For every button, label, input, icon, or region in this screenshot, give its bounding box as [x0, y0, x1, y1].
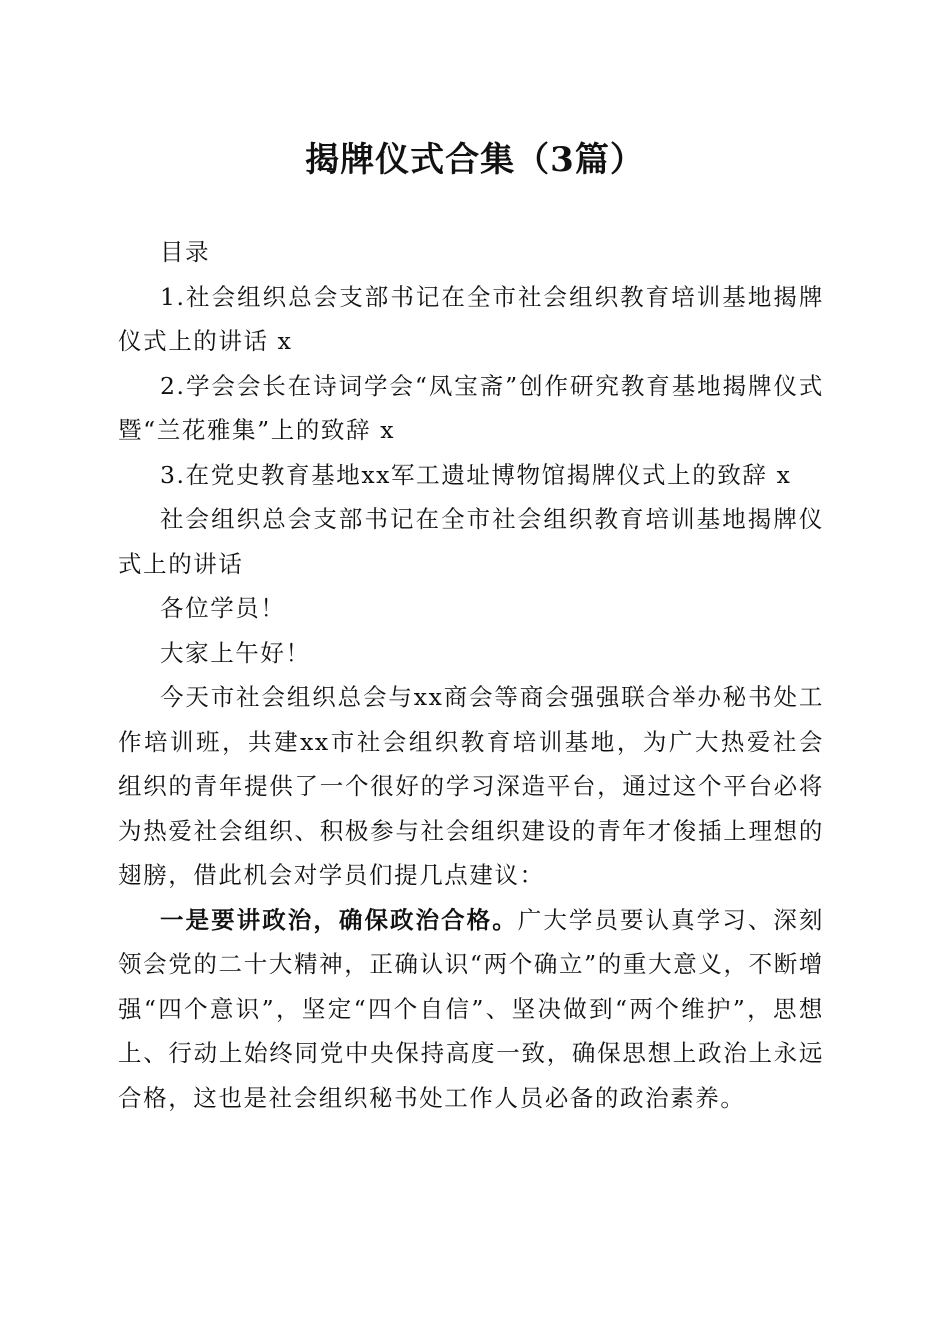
- greeting-students: 各位学员！: [160, 594, 286, 622]
- greeting-morning: 大家上午好！: [160, 638, 311, 667]
- document-title: 揭牌仪式合集（3篇）: [305, 140, 645, 180]
- paragraph-intro: 今天市社会组织总会与xx商会等商会强强联合举办秘书处工作培训班，共建xx市社会组织教育培训基地，为广大热爱社会组织的青年提供了一个很好的学习深造平台，通过这个平台必将为热爱社会组织、积极参与社会组织建设的青年才俊插上理想的翅膀，借此机会对学员们提几点建议：: [118, 683, 824, 889]
- document-body: [118, 230, 824, 1120]
- paragraph-politics-lead: 一是要讲政治，确保政治合格。: [160, 905, 518, 934]
- toc-item-2: 2.学会会长在诗词学会“凤宝斋”创作研究教育基地揭牌仪式暨“兰花雅集”上的致辞 x: [118, 371, 824, 444]
- toc-item-3: 3.在党史教育基地xx军工遗址博物馆揭牌仪式上的致辞 x: [160, 460, 792, 489]
- paragraph-politics-text: 广大学员要认真学习、深刻领会党的二十大精神，正确认识“两个确立”的重大意义，不断增强“四个意识”，坚定“四个自信”、坚决做到“两个维护”，思想上、行动上始终同党中央保持高度一致，确保思想上政治上永远合格，这也是社会组织秘书处工作人员必备的政治素养。: [118, 905, 824, 1112]
- paragraph-politics: [118, 898, 824, 1121]
- section-title: 社会组织总会支部书记在全市社会组织教育培训基地揭牌仪式上的讲话: [118, 505, 824, 578]
- toc-item-1: 1.社会组织总会支部书记在全市社会组织教育培训基地揭牌仪式上的讲话 x: [118, 282, 824, 355]
- toc-heading: 目录: [160, 238, 211, 266]
